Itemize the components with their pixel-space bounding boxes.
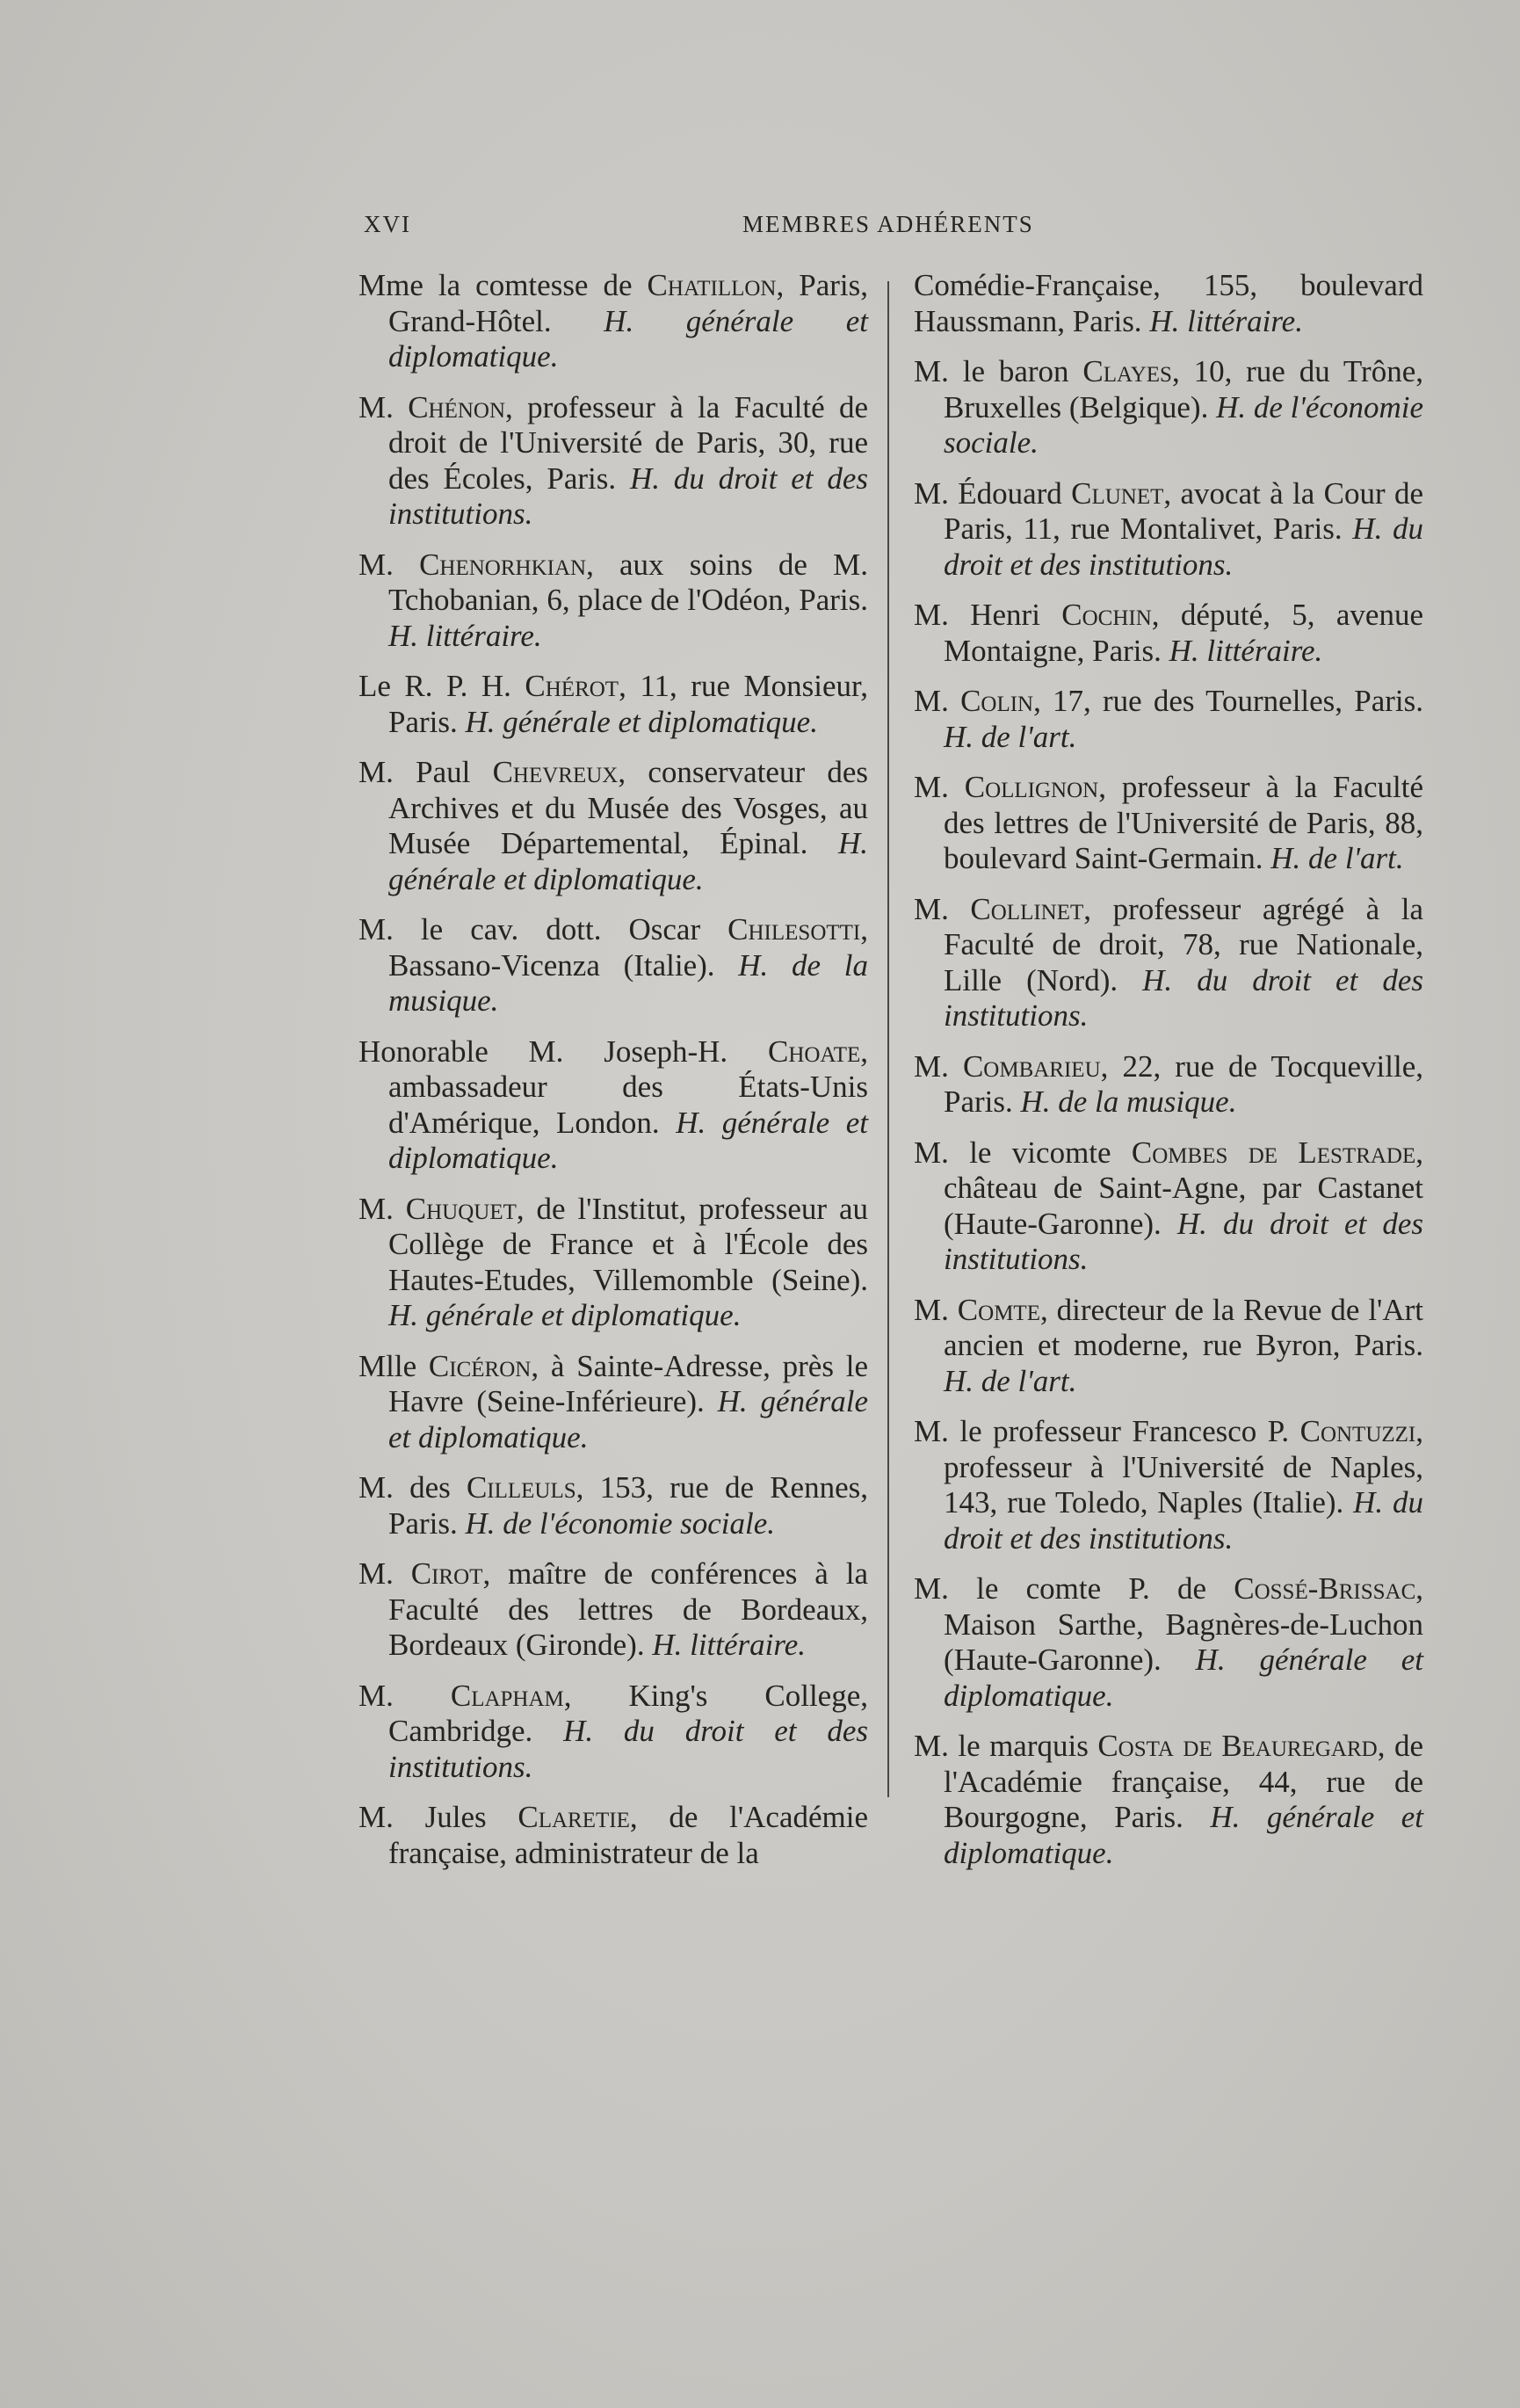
- member-section: H. de l'art.: [944, 1363, 1077, 1398]
- member-name: Chuquet: [405, 1191, 517, 1226]
- member-honorific: M.: [358, 1191, 406, 1226]
- member-address: , 10, rue du Trône, Bruxelles (Belgique).: [944, 354, 1423, 424]
- member-entry: [358, 669, 868, 740]
- member-section: H. du droit et des institutions.: [944, 962, 1424, 1033]
- member-name: Collinet: [970, 891, 1084, 926]
- member-address: , Paris, Grand-Hôtel.: [388, 268, 869, 338]
- member-name: Combes de Lestrade: [1131, 1135, 1416, 1170]
- member-honorific: M. le baron: [914, 354, 1083, 388]
- member-honorific: Le R. P. H.: [358, 669, 525, 703]
- member-address: , 17, rue des Tournelles, Paris.: [1033, 684, 1423, 718]
- member-name: Chilesotti: [727, 912, 861, 947]
- member-name: Cicéron: [428, 1348, 532, 1383]
- member-honorific: M. des: [358, 1470, 467, 1505]
- member-entry: [358, 1800, 868, 1871]
- member-honorific: Mlle: [358, 1348, 429, 1383]
- member-name: Cossé-Brissac: [1234, 1571, 1416, 1606]
- member-honorific: Honorable M. Joseph-H.: [358, 1034, 768, 1069]
- left-column: [358, 268, 868, 1886]
- member-section: H. du droit et des institutions.: [388, 461, 868, 531]
- member-name: Collignon: [964, 770, 1099, 804]
- member-address: , château de Saint-Agne, par Castanet (Haute-Garonne).: [944, 1135, 1423, 1241]
- member-name: Chenorhkian: [419, 547, 587, 582]
- member-address: , de l'Académie française, administrateur de la: [388, 1800, 868, 1870]
- member-section: H. du droit et des institutions.: [944, 511, 1424, 582]
- member-honorific: M. Édouard: [914, 475, 1072, 511]
- member-entry: [358, 548, 868, 655]
- member-honorific: M.: [358, 1556, 411, 1591]
- member-address: , conservateur des Archives et du Musée des Vosges, au Musée Départemental, Épinal.: [388, 755, 868, 860]
- member-name: Chatillon: [647, 268, 777, 302]
- member-address: , Bassano-Vicenza (Italie).: [388, 912, 868, 983]
- member-address: , 153, rue de Rennes, Paris.: [388, 1470, 868, 1541]
- member-section: H. générale et diplomatique.: [388, 1105, 868, 1175]
- member-entry: [914, 770, 1423, 877]
- member-section: H. de l'art.: [944, 719, 1077, 754]
- member-name: Costa de Beauregard: [1097, 1729, 1378, 1763]
- member-address: , directeur de la Revue de l'Art ancien et moderne, rue Byron, Paris.: [944, 1292, 1424, 1362]
- member-name: Clunet: [1071, 475, 1164, 511]
- member-name: Cilleuls: [466, 1470, 576, 1505]
- member-entry: [358, 390, 868, 533]
- page-number: XVI: [364, 211, 411, 237]
- member-address: , 22, rue de Tocqueville, Paris.: [944, 1048, 1423, 1119]
- member-name: Colin: [960, 684, 1034, 718]
- member-honorific: M. le comte P. de: [914, 1571, 1234, 1606]
- member-entry: [914, 892, 1423, 1034]
- member-entry: [914, 354, 1423, 461]
- member-section: H. de l'art.: [1270, 841, 1404, 875]
- member-address: , maître de conférences à la Faculté des lettres de Bordeaux, Bordeaux (Gironde).: [388, 1556, 868, 1662]
- member-address: , King's College, Cambridge.: [388, 1678, 868, 1748]
- member-honorific: M.: [914, 1048, 963, 1084]
- member-section: H. du droit et des institutions.: [944, 1485, 1423, 1556]
- member-address: , député, 5, avenue Montaigne, Paris.: [944, 598, 1424, 668]
- member-section: H. du droit et des institutions.: [388, 1714, 868, 1784]
- member-section: H. de l'économie sociale.: [465, 1505, 776, 1541]
- member-address: , de l'Institut, professeur au Collège de France et à l'École des Hautes-Etudes, Villemomble (Seine).: [388, 1191, 868, 1297]
- member-honorific: M. le cav. dott. Oscar: [358, 912, 728, 947]
- member-section: H. littéraire.: [1149, 303, 1303, 338]
- member-name: Choate: [767, 1034, 861, 1069]
- member-address: , à Sainte-Adresse, près le Havre (Seine-Inférieure).: [388, 1348, 868, 1418]
- member-honorific: M.: [914, 891, 971, 926]
- member-section: H. littéraire.: [1169, 633, 1323, 668]
- member-honorific: Mme la comtesse de: [358, 268, 648, 302]
- member-name: Comte: [957, 1292, 1040, 1327]
- member-address: , 11, rue Monsieur, Paris.: [388, 669, 868, 739]
- column-divider: [887, 281, 889, 1797]
- member-honorific: M.: [358, 547, 420, 582]
- member-entry: [358, 1192, 868, 1334]
- member-honorific: M. le professeur Francesco P.: [914, 1414, 1300, 1448]
- member-address: , avocat à la Cour de Paris, 11, rue Montalivet, Paris.: [944, 475, 1423, 546]
- member-honorific: M.: [914, 684, 961, 718]
- member-section: H. générale et diplomatique.: [465, 704, 818, 739]
- member-address: , professeur à la Faculté des lettres de l'Université de Paris, 88, boulevard Saint-Germain.: [944, 770, 1423, 875]
- member-name: Cirot: [410, 1556, 483, 1591]
- member-entry: [358, 268, 868, 375]
- member-address: , professeur à l'Université de Naples, 143, rue Toledo, Naples (Italie).: [944, 1414, 1423, 1520]
- member-entry: [358, 1679, 868, 1786]
- member-entry: [914, 1414, 1423, 1556]
- member-section: H. du droit et des institutions.: [944, 1206, 1423, 1276]
- member-address: , aux soins de M. Tchobanian, 6, place de l'Odéon, Paris.: [388, 547, 869, 617]
- member-entry: [358, 1556, 868, 1664]
- member-entry: [358, 755, 868, 897]
- member-name: Claretie: [518, 1800, 630, 1834]
- member-entry: [358, 1349, 868, 1456]
- member-name: Contuzzi: [1299, 1414, 1416, 1448]
- member-section: H. de la musique.: [1020, 1084, 1237, 1119]
- member-entry: [914, 1571, 1423, 1714]
- member-honorific: M. le marquis: [914, 1729, 1098, 1763]
- member-address: Comédie-Française, 155, boulevard Haussmann, Paris.: [914, 268, 1423, 338]
- member-address: , de l'Académie française, 44, rue de Bourgogne, Paris.: [944, 1729, 1423, 1834]
- member-name: Chénon: [408, 389, 506, 424]
- member-entry: [914, 1729, 1423, 1871]
- member-section: H. de la musique.: [388, 947, 868, 1018]
- page-header: [360, 211, 1502, 246]
- member-honorific: M. Henri: [914, 598, 1062, 632]
- member-section: H. générale et diplomatique.: [388, 1384, 868, 1454]
- member-section: H. littéraire.: [652, 1628, 806, 1662]
- member-section: H. générale et diplomatique.: [944, 1800, 1424, 1870]
- member-name: Clayes: [1082, 354, 1172, 388]
- member-name: Chérot: [525, 669, 619, 703]
- member-entry: [914, 1049, 1423, 1121]
- member-honorific: M.: [914, 770, 965, 804]
- member-entry: [358, 1470, 868, 1541]
- running-title: MEMBRES ADHÉRENTS: [742, 211, 1034, 237]
- member-entry: [358, 1034, 868, 1177]
- member-section: H. de l'économie sociale.: [944, 389, 1423, 460]
- member-address: , Maison Sarthe, Bagnères-de-Luchon (Haute-Garonne).: [944, 1571, 1423, 1677]
- member-honorific: M. Jules: [358, 1800, 518, 1834]
- member-section: H. générale et diplomatique.: [388, 1298, 742, 1332]
- member-section: H. générale et diplomatique.: [388, 303, 868, 374]
- member-honorific: M.: [914, 1292, 958, 1327]
- member-section: H. littéraire.: [388, 618, 542, 653]
- member-honorific: M. le vicomte: [914, 1135, 1132, 1170]
- member-entry: [914, 598, 1423, 669]
- member-address: , professeur à la Faculté de droit de l'Université de Paris, 30, rue des Écoles, Paris.: [388, 389, 869, 496]
- member-entry: [358, 912, 868, 1019]
- member-entry: [914, 1135, 1423, 1278]
- member-section: H. générale et diplomatique.: [944, 1643, 1423, 1713]
- member-name: Clapham: [450, 1678, 564, 1713]
- member-entry: [914, 1293, 1423, 1400]
- member-name: Chevreux: [492, 755, 619, 789]
- member-honorific: M.: [358, 389, 409, 424]
- member-address: , ambassadeur des États-Unis d'Amérique, London.: [388, 1034, 868, 1140]
- member-honorific: M.: [358, 1678, 451, 1713]
- member-entry: [914, 684, 1423, 755]
- member-name: Combarieu: [962, 1048, 1101, 1084]
- member-address: , professeur agrégé à la Faculté de droit, 78, rue Nationale, Lille (Nord).: [944, 891, 1423, 997]
- member-honorific: M. Paul: [358, 755, 493, 789]
- member-entry: [914, 476, 1423, 584]
- right-column: [914, 268, 1423, 1886]
- member-name: Cochin: [1061, 598, 1152, 632]
- member-entry-continuation: [914, 268, 1423, 339]
- member-section: H. générale et diplomatique.: [388, 826, 868, 896]
